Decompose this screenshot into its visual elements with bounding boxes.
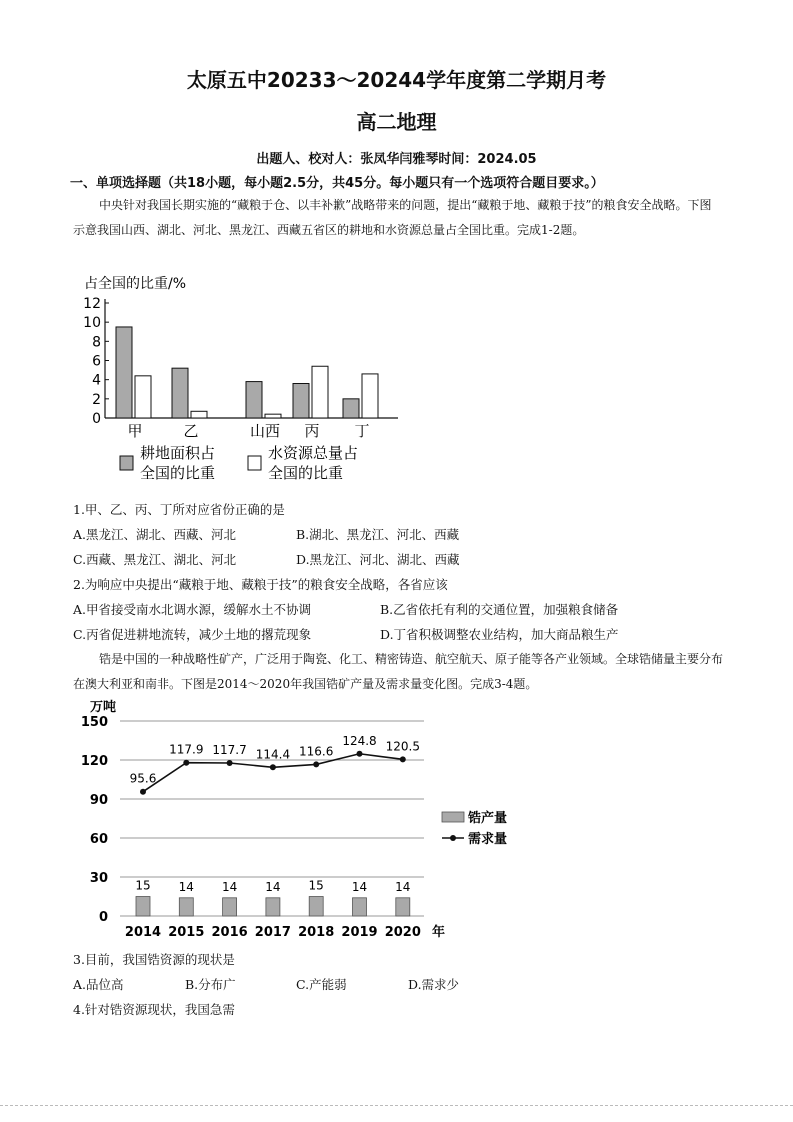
chart1-category-label: 山西 (249, 422, 281, 440)
q3-stem: 3.目前，我国锆资源的现状是 (73, 952, 235, 967)
exam-meta: 出题人、校对人：张凤华闫雅琴时间：2024.05 (256, 152, 537, 167)
chart1-bar-water (312, 366, 328, 418)
chart2-demand-point (227, 760, 233, 766)
chart2-demand-point (140, 789, 146, 795)
chart2-production-label: 15 (308, 878, 324, 893)
chart2-demand-point (183, 760, 189, 766)
zircon-chart (70, 696, 508, 946)
chart1-ytick-label: 2 (92, 391, 101, 408)
chart2-xlabel: 年 (432, 925, 446, 940)
chart2-production-bar (309, 897, 323, 917)
chart1-bar-water (135, 376, 151, 418)
q2-option-d[interactable]: D.丁省积极调整农业结构，加大商品粮生产 (380, 627, 619, 642)
chart1-ytick-label: 12 (83, 296, 101, 312)
chart1-category-label: 丁 (354, 422, 370, 440)
chart1-legend-label-line1: 耕地面积占 (140, 444, 216, 462)
chart2-demand-label: 124.8 (342, 733, 377, 748)
q1-option-b[interactable]: B.湖北、黑龙江、河北、西藏 (296, 527, 460, 542)
section-heading: 一、单项选择题（共18小题，每小题2.5分，共45分。每小题只有一个选项符合题目要求。） (70, 176, 604, 191)
q3-option-c[interactable]: C.产能弱 (296, 977, 347, 992)
chart2-demand-label: 95.6 (129, 771, 157, 786)
chart2-year-label: 2014 (124, 925, 162, 940)
chart1-ytick-label: 6 (92, 353, 101, 370)
chart2-production-label: 14 (178, 879, 194, 894)
chart2-demand-point (357, 751, 363, 757)
chart2-legend-line-marker (450, 835, 456, 841)
chart1-legend-swatch (248, 456, 261, 470)
chart2-demand-point (270, 764, 276, 770)
q1-option-a[interactable]: A.黑龙江、湖北、西藏、河北 (73, 527, 237, 542)
chart2-year-label: 2016 (211, 925, 248, 940)
chart1-ytick-label: 4 (92, 372, 101, 389)
chart2-year-label: 2017 (254, 925, 291, 940)
q3-option-a[interactable]: A.品位高 (73, 977, 124, 992)
chart2-year-label: 2018 (298, 925, 335, 940)
chart1-bar-water (265, 414, 281, 418)
chart2-year-label: 2020 (384, 925, 421, 940)
chart2-production-bar (353, 898, 367, 916)
chart2-production-bar (266, 898, 280, 916)
exam-subject: 高二地理 (356, 110, 437, 134)
chart2-production-bar (136, 897, 150, 917)
chart2-legend-bar-swatch (442, 812, 464, 822)
farmland-water-chart (70, 270, 410, 490)
chart2-ytick-label: 90 (89, 793, 108, 808)
chart1-legend-swatch (120, 456, 133, 470)
chart2-production-label: 14 (265, 879, 281, 894)
q3-option-b[interactable]: B.分布广 (185, 977, 236, 992)
chart2-production-bar (179, 898, 193, 916)
chart2-demand-label: 114.4 (255, 747, 291, 762)
q2-option-c[interactable]: C.丙省促进耕地流转，减少土地的撂荒现象 (73, 627, 312, 642)
chart2-demand-label: 117.9 (169, 742, 204, 757)
chart1-bar-farmland (116, 327, 132, 418)
chart1-category-label: 甲 (127, 422, 143, 440)
chart2-year-label: 2015 (168, 925, 205, 940)
chart2-production-bar (223, 898, 237, 916)
passage-2: 锆是中国的一种战略性矿产，广泛用于陶瓷、化工、精密铸造、航空航天、原子能等各产业领域。全球锆储量主要分布在澳大利亚和南非。下图是2014～2020年我国锆矿产量及需求量变化图。完成3-4题。 (73, 652, 724, 691)
chart2-ytick-label: 0 (98, 910, 108, 925)
q1-stem: 1.甲、乙、丙、丁所对应省份正确的是 (73, 502, 285, 517)
chart1-bar-water (191, 411, 207, 418)
chart2-ytick-label: 60 (89, 832, 108, 847)
q2-stem: 2.为响应中央提出“藏粮于地、藏粮于技”的粮食安全战略，各省应该 (73, 577, 448, 592)
chart2-legend-line-label: 需求量 (468, 832, 508, 847)
chart2-production-label: 14 (221, 879, 238, 894)
chart1-ytick-label: 10 (83, 315, 101, 332)
chart2-production-bar (396, 898, 410, 916)
chart1-legend-label-line2: 全国的比重 (140, 464, 216, 482)
chart1-bar-farmland (293, 384, 309, 419)
q1-option-d[interactable]: D.黑龙江、河北、湖北、西藏 (296, 552, 460, 567)
chart1-category-label: 乙 (183, 422, 199, 440)
q2-option-a[interactable]: A.甲省接受南水北调水源，缓解水土不协调 (73, 602, 312, 617)
chart2-demand-point (313, 761, 319, 767)
chart2-ytick-label: 30 (89, 871, 108, 886)
q1-option-c[interactable]: C.西藏、黑龙江、湖北、河北 (73, 552, 237, 567)
chart2-year-label: 2019 (341, 925, 378, 940)
chart2-ylabel: 万吨 (90, 700, 117, 715)
exam-title: 太原五中20233～20244学年度第二学期月考 (186, 68, 607, 92)
chart2-production-label: 14 (351, 879, 368, 894)
q4-stem: 4.针对锆资源现状，我国急需 (73, 1002, 235, 1017)
q2-option-b[interactable]: B.乙省依托有利的交通位置，加强粮食储备 (380, 602, 619, 617)
chart2-production-label: 14 (395, 879, 411, 894)
chart1-ylabel: 占全国的比重/% (84, 276, 187, 292)
chart2-demand-label: 116.6 (299, 744, 334, 759)
chart1-bar-water (362, 374, 378, 418)
chart2-ytick-label: 150 (80, 715, 108, 730)
chart2-demand-label: 120.5 (385, 739, 420, 754)
chart1-ytick-label: 0 (92, 411, 101, 427)
chart1-legend-label-line2: 全国的比重 (268, 464, 344, 482)
chart2-ytick-label: 120 (80, 754, 108, 769)
passage-1: 中央针对我国长期实施的“藏粮于仓、以丰补歉”战略带来的问题，提出“藏粮于地、藏粮于技”的粮食安全战略。下图示意我国山西、湖北、河北、黑龙江、西藏五省区的耕地和水资源总量占全国比重。完成1-2题。 (73, 198, 712, 237)
chart2-production-label: 15 (135, 878, 151, 893)
q3-option-d[interactable]: D.需求少 (408, 977, 460, 992)
chart1-bar-farmland (343, 399, 359, 418)
chart2-demand-point (400, 756, 406, 762)
page-footer-rule (0, 1105, 793, 1106)
chart2-legend-bar-label: 锆产量 (468, 811, 508, 826)
chart1-bar-farmland (172, 368, 188, 418)
chart1-legend-label-line1: 水资源总量占 (268, 444, 359, 462)
chart2-demand-label: 117.7 (212, 742, 247, 757)
chart1-bar-farmland (246, 382, 262, 418)
chart1-category-label: 丙 (304, 422, 320, 440)
chart1-ytick-label: 8 (92, 334, 101, 351)
